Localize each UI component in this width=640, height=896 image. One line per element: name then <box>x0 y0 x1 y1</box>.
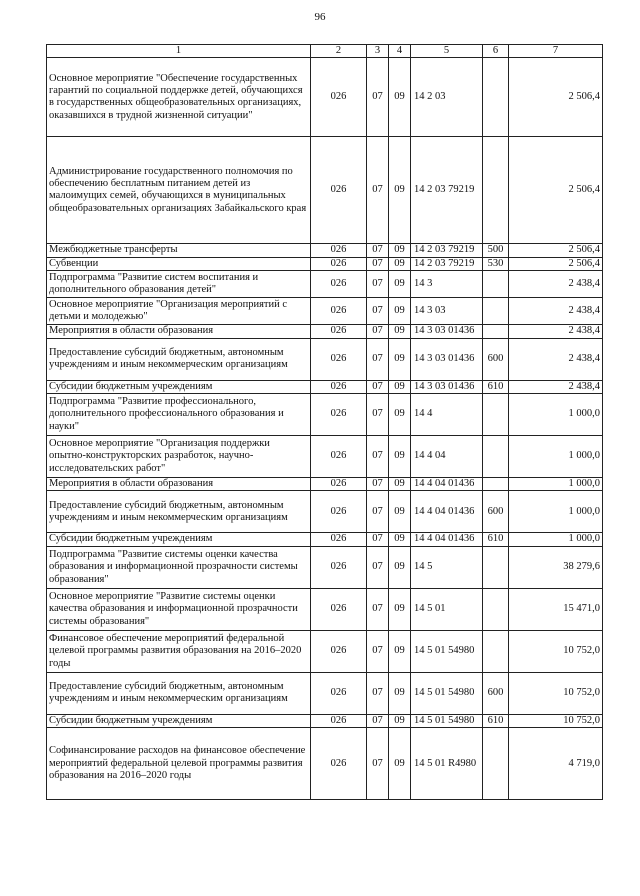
cell-pr: 09 <box>389 394 411 436</box>
cell-pr: 09 <box>389 714 411 727</box>
cell-sum: 15 471,0 <box>509 588 603 630</box>
cell-rz: 07 <box>367 588 389 630</box>
column-header: 6 <box>483 45 509 58</box>
cell-name: Субсидии бюджетным учреждениям <box>47 533 311 546</box>
cell-vr <box>483 58 509 137</box>
cell-vr <box>483 137 509 244</box>
cell-pr: 09 <box>389 257 411 270</box>
cell-pr: 09 <box>389 137 411 244</box>
cell-grbs: 026 <box>311 630 367 672</box>
cell-grbs: 026 <box>311 257 367 270</box>
cell-grbs: 026 <box>311 58 367 137</box>
page-number: 96 <box>314 11 326 23</box>
cell-vr <box>483 546 509 588</box>
table-row <box>47 533 603 546</box>
table-row <box>47 271 603 298</box>
table-row <box>47 672 603 714</box>
cell-rz: 07 <box>367 533 389 546</box>
cell-rz: 07 <box>367 325 389 338</box>
table-row <box>47 714 603 727</box>
table-row <box>47 380 603 393</box>
cell-sum: 10 752,0 <box>509 630 603 672</box>
cell-grbs: 026 <box>311 325 367 338</box>
cell-name: Мероприятия в области образования <box>47 325 311 338</box>
cell-grbs: 026 <box>311 380 367 393</box>
table-row <box>47 630 603 672</box>
cell-vr: 610 <box>483 380 509 393</box>
cell-sum: 2 438,4 <box>509 338 603 380</box>
table-row <box>47 546 603 588</box>
cell-pr: 09 <box>389 588 411 630</box>
cell-grbs: 026 <box>311 478 367 491</box>
cell-name: Субсидии бюджетным учреждениям <box>47 380 311 393</box>
cell-sum: 2 438,4 <box>509 325 603 338</box>
cell-pr: 09 <box>389 325 411 338</box>
table-row <box>47 298 603 325</box>
cell-rz: 07 <box>367 478 389 491</box>
table-row <box>47 338 603 380</box>
cell-grbs: 026 <box>311 244 367 257</box>
cell-pr: 09 <box>389 546 411 588</box>
cell-sum: 2 506,4 <box>509 257 603 270</box>
cell-grbs: 026 <box>311 533 367 546</box>
cell-pr: 09 <box>389 630 411 672</box>
cell-grbs: 026 <box>311 546 367 588</box>
column-header: 5 <box>411 45 483 58</box>
cell-name: Предоставление субсидий бюджетным, автономным учреждениям и иным некоммерческим организациям <box>47 672 311 714</box>
cell-sum: 1 000,0 <box>509 478 603 491</box>
cell-vr: 530 <box>483 257 509 270</box>
cell-rz: 07 <box>367 271 389 298</box>
table-row <box>47 244 603 257</box>
cell-csr: 14 5 <box>411 546 483 588</box>
cell-vr <box>483 436 509 478</box>
cell-sum: 2 506,4 <box>509 58 603 137</box>
cell-rz: 07 <box>367 394 389 436</box>
table-row <box>47 478 603 491</box>
cell-pr: 09 <box>389 728 411 800</box>
cell-rz: 07 <box>367 714 389 727</box>
cell-name: Основное мероприятие "Организация поддержки опытно-конструкторских разработок, научно-исследовательских работ" <box>47 436 311 478</box>
cell-name: Субвенции <box>47 257 311 270</box>
cell-vr: 600 <box>483 672 509 714</box>
cell-grbs: 026 <box>311 588 367 630</box>
cell-csr: 14 4 04 01436 <box>411 491 483 533</box>
cell-csr: 14 3 <box>411 271 483 298</box>
cell-sum: 1 000,0 <box>509 491 603 533</box>
cell-csr: 14 3 03 01436 <box>411 380 483 393</box>
column-header: 1 <box>47 45 311 58</box>
cell-sum: 2 438,4 <box>509 298 603 325</box>
cell-vr <box>483 630 509 672</box>
cell-vr <box>483 325 509 338</box>
cell-grbs: 026 <box>311 728 367 800</box>
table-row <box>47 325 603 338</box>
table-row <box>47 137 603 244</box>
cell-vr <box>483 271 509 298</box>
cell-pr: 09 <box>389 271 411 298</box>
cell-name: Подпрограмма "Развитие профессионального, дополнительного профессионального образования и науки" <box>47 394 311 436</box>
cell-name: Предоставление субсидий бюджетным, автономным учреждениям и иным некоммерческим организациям <box>47 338 311 380</box>
cell-csr: 14 4 04 01436 <box>411 478 483 491</box>
cell-csr: 14 3 03 01436 <box>411 338 483 380</box>
table-row <box>47 491 603 533</box>
cell-pr: 09 <box>389 478 411 491</box>
cell-pr: 09 <box>389 533 411 546</box>
table-row <box>47 58 603 137</box>
cell-name: Администрирование государственного полномочия по обеспечению бесплатным питанием детей из малоимущих семей, обучающихся в муниципальных общеобразовательных организациях Забайкальского края <box>47 137 311 244</box>
cell-vr <box>483 478 509 491</box>
cell-sum: 1 000,0 <box>509 394 603 436</box>
cell-name: Подпрограмма "Развитие системы оценки качества образования и информационной прозрачности системы образования" <box>47 546 311 588</box>
cell-csr: 14 2 03 79219 <box>411 257 483 270</box>
column-header: 4 <box>389 45 411 58</box>
cell-csr: 14 2 03 <box>411 58 483 137</box>
cell-csr: 14 4 04 01436 <box>411 533 483 546</box>
cell-name: Основное мероприятие "Развитие системы оценки качества образования и информационной прозрачности системы образования" <box>47 588 311 630</box>
cell-vr: 500 <box>483 244 509 257</box>
table-row <box>47 257 603 270</box>
cell-csr: 14 5 01 54980 <box>411 672 483 714</box>
cell-rz: 07 <box>367 380 389 393</box>
cell-rz: 07 <box>367 672 389 714</box>
column-header: 3 <box>367 45 389 58</box>
cell-rz: 07 <box>367 546 389 588</box>
cell-vr <box>483 728 509 800</box>
cell-grbs: 026 <box>311 436 367 478</box>
cell-csr: 14 4 <box>411 394 483 436</box>
cell-sum: 4 719,0 <box>509 728 603 800</box>
cell-rz: 07 <box>367 58 389 137</box>
table-header-row <box>47 45 603 58</box>
cell-name: Основное мероприятие "Организация мероприятий с детьми и молодежью" <box>47 298 311 325</box>
cell-pr: 09 <box>389 672 411 714</box>
cell-csr: 14 3 03 01436 <box>411 325 483 338</box>
table-row <box>47 436 603 478</box>
cell-rz: 07 <box>367 137 389 244</box>
cell-vr <box>483 588 509 630</box>
cell-name: Софинансирование расходов на финансовое обеспечение мероприятий федеральной целевой программы развития образования на 2016–2020 годы <box>47 728 311 800</box>
cell-sum: 2 506,4 <box>509 244 603 257</box>
cell-sum: 38 279,6 <box>509 546 603 588</box>
cell-vr <box>483 298 509 325</box>
cell-name: Предоставление субсидий бюджетным, автономным учреждениям и иным некоммерческим организациям <box>47 491 311 533</box>
cell-vr <box>483 394 509 436</box>
cell-name: Субсидии бюджетным учреждениям <box>47 714 311 727</box>
cell-vr: 610 <box>483 533 509 546</box>
cell-rz: 07 <box>367 630 389 672</box>
cell-sum: 2 438,4 <box>509 271 603 298</box>
cell-name: Финансовое обеспечение мероприятий федеральной целевой программы развития образования на 2016–2020 годы <box>47 630 311 672</box>
table-row <box>47 728 603 800</box>
cell-name: Межбюджетные трансферты <box>47 244 311 257</box>
cell-csr: 14 5 01 <box>411 588 483 630</box>
cell-grbs: 026 <box>311 338 367 380</box>
cell-csr: 14 3 03 <box>411 298 483 325</box>
cell-name: Основное мероприятие "Обеспечение государственных гарантий по социальной поддержке детей, обучающихся в государственных общеобразовательных организациях, оказавшихся в трудной жизненной ситуации" <box>47 58 311 137</box>
cell-grbs: 026 <box>311 137 367 244</box>
cell-csr: 14 2 03 79219 <box>411 244 483 257</box>
cell-pr: 09 <box>389 58 411 137</box>
cell-pr: 09 <box>389 338 411 380</box>
cell-vr: 600 <box>483 338 509 380</box>
cell-rz: 07 <box>367 491 389 533</box>
table-row <box>47 588 603 630</box>
cell-vr: 610 <box>483 714 509 727</box>
cell-rz: 07 <box>367 298 389 325</box>
cell-pr: 09 <box>389 244 411 257</box>
cell-pr: 09 <box>389 491 411 533</box>
cell-name: Мероприятия в области образования <box>47 478 311 491</box>
cell-grbs: 026 <box>311 714 367 727</box>
cell-grbs: 026 <box>311 672 367 714</box>
cell-sum: 2 506,4 <box>509 137 603 244</box>
cell-vr: 600 <box>483 491 509 533</box>
cell-sum: 1 000,0 <box>509 436 603 478</box>
cell-grbs: 026 <box>311 491 367 533</box>
cell-grbs: 026 <box>311 298 367 325</box>
cell-pr: 09 <box>389 298 411 325</box>
cell-csr: 14 4 04 <box>411 436 483 478</box>
cell-rz: 07 <box>367 244 389 257</box>
cell-sum: 10 752,0 <box>509 672 603 714</box>
cell-csr: 14 5 01 54980 <box>411 714 483 727</box>
cell-csr: 14 2 03 79219 <box>411 137 483 244</box>
cell-sum: 1 000,0 <box>509 533 603 546</box>
table-row <box>47 394 603 436</box>
cell-pr: 09 <box>389 436 411 478</box>
cell-rz: 07 <box>367 257 389 270</box>
cell-grbs: 026 <box>311 271 367 298</box>
cell-csr: 14 5 01 R4980 <box>411 728 483 800</box>
cell-sum: 10 752,0 <box>509 714 603 727</box>
cell-pr: 09 <box>389 380 411 393</box>
column-header: 7 <box>509 45 603 58</box>
cell-sum: 2 438,4 <box>509 380 603 393</box>
cell-rz: 07 <box>367 436 389 478</box>
budget-table <box>46 44 603 800</box>
cell-rz: 07 <box>367 728 389 800</box>
cell-csr: 14 5 01 54980 <box>411 630 483 672</box>
cell-rz: 07 <box>367 338 389 380</box>
cell-grbs: 026 <box>311 394 367 436</box>
column-header: 2 <box>311 45 367 58</box>
cell-name: Подпрограмма "Развитие систем воспитания и дополнительного образования детей" <box>47 271 311 298</box>
